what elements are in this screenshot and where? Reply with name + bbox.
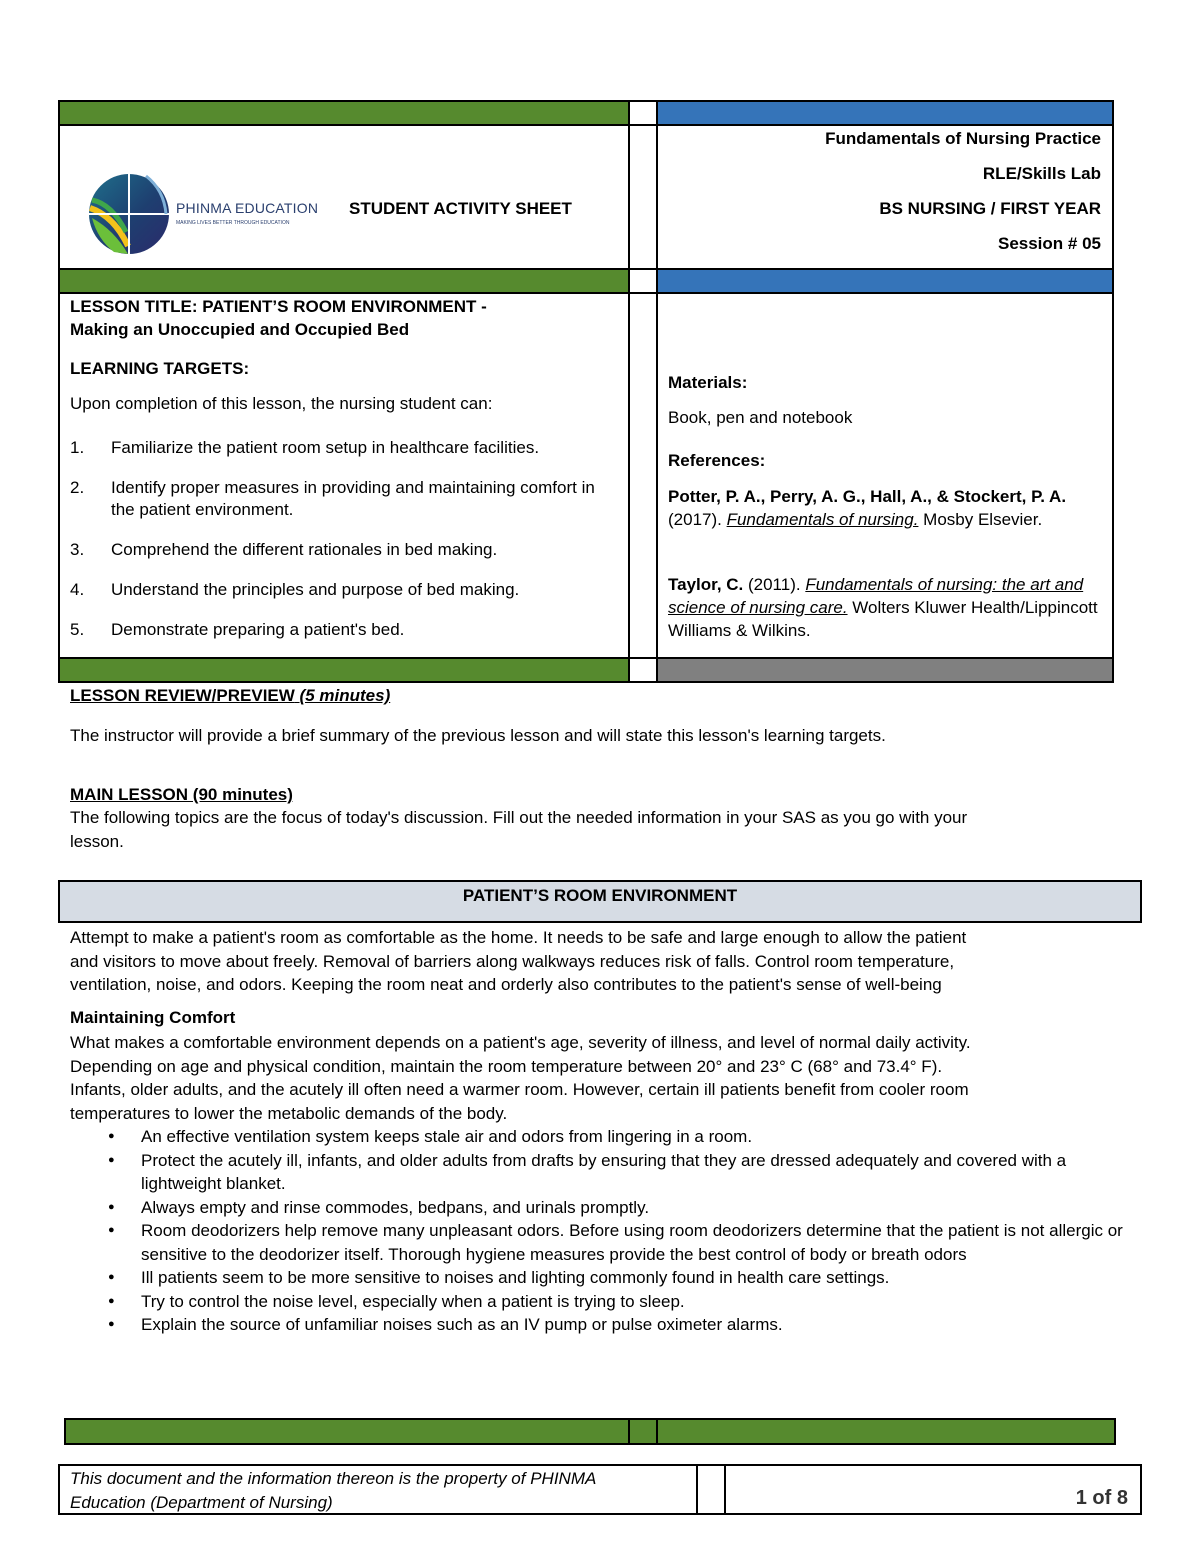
lesson-title-line1: LESSON TITLE: PATIENT’S ROOM ENVIRONMENT - xyxy=(70,297,487,316)
phinma-logo xyxy=(84,170,324,262)
bullet-item: ● Explain the source of unfamiliar noises such as an IV pump or pulse oximeter alarms. xyxy=(70,1313,1130,1337)
header-mid-bar-left xyxy=(58,268,630,294)
course-title: Fundamentals of Nursing Practice xyxy=(825,129,1101,148)
footer-bar-mid xyxy=(628,1418,658,1445)
comfort-bullet-list xyxy=(70,1125,1130,1337)
bullet-item: ● Try to control the noise level, especially when a patient is trying to sleep. xyxy=(70,1290,1130,1314)
header-mid-cell xyxy=(628,124,658,270)
header-top-bar-right xyxy=(656,100,1114,126)
target-number: 3. xyxy=(70,540,85,559)
footer-notice-line: Education (Department of Nursing) xyxy=(70,1492,333,1512)
review-text: The instructor will provide a brief summary of the previous lesson and will state this lesson's learning targets. xyxy=(70,726,886,745)
bullet-item: ● Always empty and rinse commodes, bedpans, and urinals promptly. xyxy=(70,1196,1130,1220)
room-para-line: Attempt to make a patient's room as comfortable as the home. It needs to be safe and large enough to allow the patient xyxy=(70,928,967,947)
learning-targets-list xyxy=(70,437,620,641)
review-duration: (5 minutes) xyxy=(299,686,391,705)
target-item xyxy=(70,437,620,459)
header-bottom-bar-mid xyxy=(628,657,658,683)
logo-tagline: MAKING LIVES BETTER THROUGH EDUCATION xyxy=(176,220,290,226)
ref1-year: (2017). xyxy=(668,510,727,529)
target-number: 2. xyxy=(70,478,85,497)
ref1-title: Fundamentals of nursing. xyxy=(726,510,919,529)
bullet-item: ● Ill patients seem to be more sensitive to noises and lighting commonly found in health care settings. xyxy=(70,1266,1130,1290)
header-mid-bar-right xyxy=(656,268,1114,294)
bullet-item: ● An effective ventilation system keeps stale air and odors from lingering in a room. xyxy=(70,1125,1130,1149)
footer-mid-cell xyxy=(696,1464,726,1515)
target-text: Comprehend the different rationales in bed making. xyxy=(111,540,498,559)
footer-bar-left xyxy=(64,1418,630,1445)
ref1-publisher: Mosby Elsevier. xyxy=(918,510,1043,529)
page-number: 1 of 8 xyxy=(1075,1487,1128,1509)
comfort-line: temperatures to lower the metabolic demands of the body. xyxy=(70,1103,508,1123)
main-lesson-text-line1: The following topics are the focus of today's discussion. Fill out the needed information in your SAS as you go with your xyxy=(70,808,968,827)
reference-2 xyxy=(668,573,1100,642)
course-type: RLE/Skills Lab xyxy=(982,164,1101,183)
header-mid-bar-mid xyxy=(628,268,658,294)
session-number: Session # 05 xyxy=(997,234,1101,253)
bullet-item: ● Protect the acutely ill, infants, and older adults from drafts by ensuring that they are dressed adequately and covered with a lightweight blanket. xyxy=(70,1149,1130,1196)
header-bottom-bar-right xyxy=(656,657,1114,683)
main-lesson-text-line2: lesson. xyxy=(70,832,124,851)
footer-bar-right xyxy=(656,1418,1116,1445)
room-section-heading: PATIENT’S ROOM ENVIRONMENT xyxy=(58,880,1142,923)
target-text: Familiarize the patient room setup in healthcare facilities. xyxy=(111,438,540,457)
header-bottom-bar-left xyxy=(58,657,630,683)
ref2-publisher: Wolters Kluwer Health/Lippincott Williams & Wilkins. xyxy=(668,598,1098,640)
header-top-bar-left xyxy=(58,100,630,126)
footer-notice-line: This document and the information thereon is the property of PHINMA xyxy=(70,1469,597,1488)
room-para-line: and visitors to move about freely. Removal of barriers along walkways reduces risk of falls. Control room temperature, xyxy=(70,951,955,971)
target-item xyxy=(70,579,620,601)
footer-notice xyxy=(70,1467,596,1514)
target-text: Identify proper measures in providing and maintaining comfort in the patient environment. xyxy=(111,478,595,519)
ref2-authors: Taylor, C. xyxy=(668,575,744,594)
target-item xyxy=(70,619,620,641)
targets-intro: Upon completion of this lesson, the nursing student can: xyxy=(70,394,493,413)
target-item xyxy=(70,477,620,521)
comfort-line: What makes a comfortable environment depends on a patient's age, severity of illness, and level of normal daily activity. xyxy=(70,1033,971,1052)
materials-heading: Materials: xyxy=(668,373,748,392)
reference-1 xyxy=(668,485,1100,531)
review-heading-text: LESSON REVIEW/PREVIEW xyxy=(70,686,295,705)
target-text: Understand the principles and purpose of bed making. xyxy=(111,580,520,599)
target-text: Demonstrate preparing a patient's bed. xyxy=(111,620,405,639)
comfort-line: Depending on age and physical condition, maintain the room temperature between 20° and 23° C (68° and 73.4° F). xyxy=(70,1056,943,1076)
bullet-item: ● Room deodorizers help remove many unpleasant odors. Before using room deodorizers determine that the patient is not allergic or sensitive to the deodorizer itself. Thorough hygiene measures provide the best control of body or breath odors xyxy=(70,1219,1130,1266)
sheet-title: STUDENT ACTIVITY SHEET xyxy=(349,199,572,218)
ref2-title: Fundamentals of nursing: the art and science of nursing care. xyxy=(668,575,1084,617)
program: BS NURSING / FIRST YEAR xyxy=(879,199,1101,218)
target-item xyxy=(70,539,620,561)
ref2-year: (2011). xyxy=(743,575,806,594)
target-number: 4. xyxy=(70,580,85,599)
room-paragraph xyxy=(70,926,1130,997)
learning-targets-heading: LEARNING TARGETS: xyxy=(70,359,250,378)
header-top-bar-mid xyxy=(628,100,658,126)
comfort-heading: Maintaining Comfort xyxy=(70,1008,236,1027)
review-heading xyxy=(70,686,390,706)
phinma-globe-icon xyxy=(84,170,174,260)
references-heading: References: xyxy=(668,451,766,470)
target-number: 5. xyxy=(70,620,85,639)
target-number: 1. xyxy=(70,438,85,457)
room-para-line: ventilation, noise, and odors. Keeping the room neat and orderly also contributes to the patient's sense of well-being xyxy=(70,975,942,994)
logo-name: PHINMA EDUCATION xyxy=(176,200,319,216)
comfort-paragraph xyxy=(70,1031,1130,1125)
lesson-title-line2: Making an Unoccupied and Occupied Bed xyxy=(70,320,410,339)
materials-text: Book, pen and notebook xyxy=(668,408,853,427)
lesson-mid-cell xyxy=(628,292,658,659)
comfort-line: Infants, older adults, and the acutely ill often need a warmer room. However, certain ill patients benefit from cooler room xyxy=(70,1080,969,1099)
ref1-authors: Potter, P. A., Perry, A. G., Hall, A., & Stockert, P. A. xyxy=(668,487,1067,506)
main-lesson-heading: MAIN LESSON (90 minutes) xyxy=(70,785,293,804)
